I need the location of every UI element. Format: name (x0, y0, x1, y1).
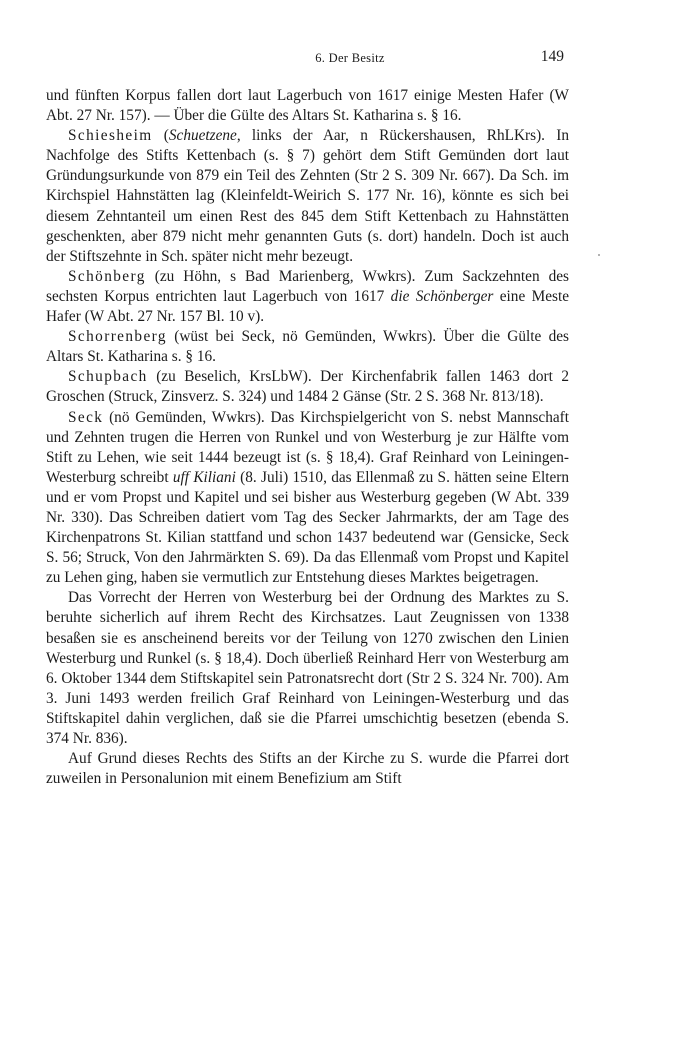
margin-speck (598, 254, 600, 256)
running-header (0, 48, 700, 70)
page-number: 149 (540, 48, 564, 65)
italic-quote: die Schönberger (390, 287, 494, 305)
para-schupbach (46, 367, 569, 407)
text-run: (nö Gemünden, Wwkrs). Das Kirchspielgericht von S. nebst Mannschaft und Zehnten trugen die Herren von Runkel und von Westerburg je zur Hälfte vom Stift zu Lehen, wie seit 1444 bezeugt ist (s. § 18,4). Graf Reinhard von Leiningen-Westerburg schreibt (46, 408, 569, 486)
para-auf-grund (46, 749, 569, 789)
text-run: Das Vorrecht der Herren von Westerburg bei der Ordnung des Marktes zu S. beruhte sicherlich auf ihrem Recht des Kirchsatzes. Laut Zeugnissen von 1338 besaßen sie es anscheinend bereits vor der Teilung von 1270 zwischen den Linien Westerburg und Runkel (s. § 18,4). Doch überließ Reinhard Herr von Westerburg am 6. Oktober 1344 dem Stiftskapitel sein Patronatsrecht dort (Str 2 S. 324 Nr. 700). Am 3. Juni 1493 werden freilich Graf Reinhard von Leiningen-Westerburg und das Stiftskapitel dahin verglichen, daß sie die Pfarrei umschichtig besetzen (ebenda S. 374 Nr. 836). (46, 589, 569, 747)
text-run: (zu Beselich, KrsLbW). Der Kirchenfabrik fallen 1463 dort 2 Groschen (Struck, Zinsverz. S. 324) und 1484 2 Gänse (Str. 2 S. 368 Nr. 813/18). (46, 368, 569, 406)
place-name: Schönberg (68, 267, 146, 285)
para-seck (46, 408, 569, 589)
place-name: Schiesheim (68, 127, 153, 145)
text-run: (zu Höhn, s Bad Marienberg, Wwkrs). Zum Sackzehnten des sechsten Korpus entrichten laut Lagerbuch von 1617 (46, 267, 569, 305)
para-westerburg-vorrecht (46, 588, 569, 749)
place-name: Seck (68, 408, 104, 426)
body-text (46, 86, 569, 789)
para-schoenberg (46, 267, 569, 327)
text-run: ( (152, 127, 169, 145)
para-intro-continuation (46, 86, 569, 126)
text-run: eine Meste Hafer (W Abt. 27 Nr. 157 Bl. 10 v). (46, 287, 570, 326)
italic-quote: Schuetzene (168, 127, 237, 145)
text-run: Auf Grund dieses Rechts des Stifts an der Kirche zu S. wurde die Pfarrei dort zuweilen in Personalunion mit einem Benefizium am Stift (46, 750, 569, 788)
text-run: (8. Juli) 1510, das Ellenmaß zu S. hätten seine Eltern und er vom Propst und Kapitel und sei bisher aus Westerburg gegeben (W Abt. 339 Nr. 330). Das Schreiben datiert vom Tag des Secker Jahrmarkts, der am Tage des Kirchenpatrons St. Kilian stattfand und schon 1437 bedeutend war (Gensicke, Seck S. 56; Struck, Von den Jahrmärkten S. 69). Da das Ellenmaß vom Propst und Kapitel zu Lehen ging, haben sie vermutlich zur Entstehung dieses Marktes beigetragen. (46, 468, 569, 587)
place-name: Schupbach (68, 368, 148, 386)
running-title: 6. Der Besitz (315, 51, 385, 65)
italic-quote: uff Kiliani (172, 468, 236, 486)
text-run: und fünften Korpus fallen dort laut Lagerbuch von 1617 einige Mesten Hafer (W Abt. 27 Nr. 157). — Über die Gülte des Altars St. Katharina s. § 16. (46, 87, 569, 125)
text-run: , links der Aar, n Rückershausen, RhLKrs). In Nachfolge des Stifts Kettenbach (s. § 7) gehört dem Stift Gemünden dort laut Gründungsurkunde von 879 ein Teil des Zehnten (Str 2 S. 309 Nr. 667). Da Sch. im Kirchspiel Hahnstätten lag (Kleinfeldt-Weirich S. 177 Nr. 16), könnte es sich bei diesem Zehntanteil um einen Rest des 845 dem Stift Kettenbach zu Hahnstätten geschenkten, aber 879 nicht mehr genannten Guts (s. dort) handeln. Doch ist auch der Stiftszehnte in Sch. später nicht mehr bezeugt. (46, 127, 569, 265)
para-schorrenberg (46, 327, 569, 367)
place-name: Schorrenberg (68, 328, 167, 346)
para-schiesheim (46, 126, 569, 267)
text-run: (wüst bei Seck, nö Gemünden, Wwkrs). Über die Gülte des Altars St. Katharina s. § 16. (46, 328, 569, 366)
